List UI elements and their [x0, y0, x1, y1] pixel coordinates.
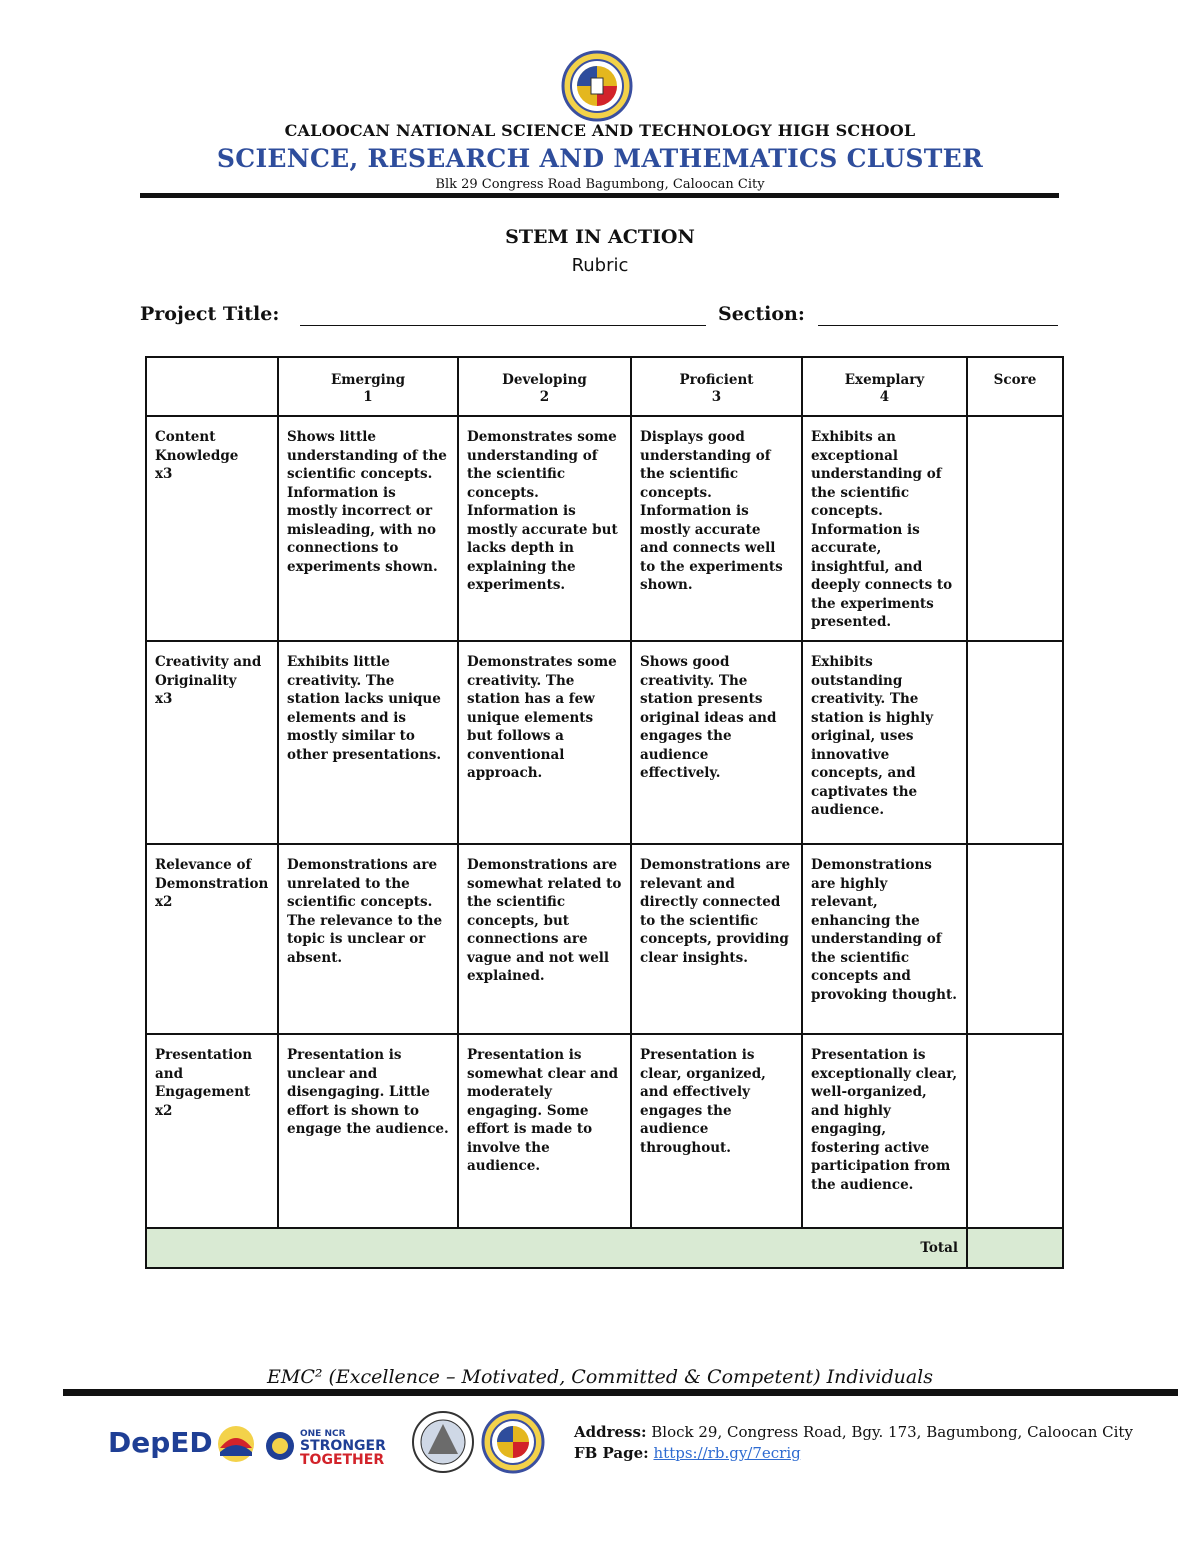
rubric-row [146, 641, 1063, 844]
criterion-cell [146, 844, 278, 1034]
level-descriptor: Shows good creativity. The station presents original ideas and engages the audience effectively. [631, 641, 802, 844]
criterion-name: Content Knowledge [155, 429, 239, 464]
school-seal-logo [561, 50, 633, 122]
address-label: Address: [574, 1423, 647, 1441]
together-logo-text: TOGETHER [300, 1452, 385, 1468]
stronger-logo-text: STRONGER [300, 1438, 386, 1454]
one-ncr-logo-text: ONE NCR [300, 1429, 346, 1439]
rubric-header-row [146, 357, 1063, 416]
criterion-weight: x3 [155, 691, 173, 707]
rubric-row [146, 1034, 1063, 1228]
criterion-weight: x2 [155, 1102, 173, 1119]
level-descriptor: Shows little understanding of the scientific concepts. Information is mostly incorrect or misleading, with no connections to experiments shown. [278, 416, 458, 641]
level-descriptor: Demonstrates some creativity. The station has a few unique elements but follows a conventional approach. [458, 641, 631, 844]
rubric-table [145, 356, 1064, 1269]
level-name: Emerging [330, 372, 406, 388]
school-address: Blk 29 Congress Road Bagumbong, Caloocan City [435, 177, 765, 192]
level-descriptor: Demonstrations are somewhat related to the scientific concepts, but connections are vague and not well explained. [458, 844, 631, 1034]
city-seal-icon [413, 1412, 473, 1472]
header-level-3 [631, 357, 802, 416]
total-score-cell[interactable] [967, 1228, 1063, 1268]
level-number: 2 [539, 389, 550, 405]
header-divider [140, 193, 1059, 198]
school-motto: EMC² (Excellence – Motivated, Committed & Competent) Individuals [267, 1366, 933, 1388]
level-descriptor: Presentation is exceptionally clear, well-organized, and highly engaging, fostering active participation from the audience. [802, 1034, 967, 1228]
score-cell[interactable] [967, 416, 1063, 641]
footer-fb-page [574, 1444, 801, 1462]
level-descriptor: Demonstrates some understanding of the scientific concepts. Information is mostly accurate but lacks depth in explaining the experiments. [458, 416, 631, 641]
partner-logos-strip [108, 1408, 558, 1474]
level-descriptor: Demonstrations are highly relevant, enhancing the understanding of the scientific concepts and provoking thought. [802, 844, 967, 1034]
header-corner-cell [146, 357, 278, 416]
header-level-2 [458, 357, 631, 416]
total-row [146, 1228, 1063, 1268]
document-subtitle: Rubric [571, 255, 629, 276]
rubric-row [146, 844, 1063, 1034]
level-descriptor: Presentation is somewhat clear and moderately engaging. Some effort is made to involve the audience. [458, 1034, 631, 1228]
project-title-blank [300, 325, 706, 326]
criterion-cell [146, 1034, 278, 1228]
document-title: STEM IN ACTION [505, 226, 695, 248]
score-cell[interactable] [967, 844, 1063, 1034]
level-descriptor: Exhibits outstanding creativity. The station is highly original, uses innovative concepts, and captivates the audience. [802, 641, 967, 844]
level-descriptor: Demonstrations are relevant and directly connected to the scientific concepts, providing clear insights. [631, 844, 802, 1034]
criterion-name: Relevance of Demonstration [155, 857, 269, 892]
criterion-weight: x3 [155, 466, 173, 482]
score-cell[interactable] [967, 641, 1063, 844]
criterion-cell [146, 641, 278, 844]
level-descriptor: Exhibits an exceptional understanding of the scientific concepts. Information is accurate, insightful, and deeply connects to the experiments presented. [802, 416, 967, 641]
criterion-cell [146, 416, 278, 641]
deped-ncr-seal-icon [266, 1432, 294, 1460]
header-level-1 [278, 357, 458, 416]
criterion-weight: x2 [155, 894, 173, 910]
score-cell[interactable] [967, 1034, 1063, 1228]
score-header-label: Score [993, 372, 1037, 388]
fb-page-link[interactable]: https://rb.gy/7ecrig [653, 1444, 801, 1462]
footer-divider [63, 1389, 1178, 1396]
criterion-name: Presentation and Engagement [155, 1047, 253, 1100]
bagong-pilipinas-logo [218, 1426, 254, 1462]
level-number: 4 [879, 389, 890, 405]
level-number: 1 [363, 389, 373, 405]
level-name: Developing [502, 372, 587, 388]
criterion-name: Creativity and Originality [155, 654, 262, 689]
cluster-name: SCIENCE, RESEARCH AND MATHEMATICS CLUSTER [216, 144, 984, 173]
level-descriptor: Demonstrations are unrelated to the scientific concepts. The relevance to the topic is unclear or absent. [278, 844, 458, 1034]
header-score [967, 357, 1063, 416]
level-number: 3 [711, 389, 722, 405]
level-descriptor: Presentation is clear, organized, and effectively engages the audience throughout. [631, 1034, 802, 1228]
section-blank [818, 325, 1058, 326]
level-descriptor: Exhibits little creativity. The station lacks unique elements and is mostly similar to other presentations. [278, 641, 458, 844]
total-label: Total [146, 1228, 967, 1268]
level-name: Proficient [679, 372, 754, 388]
level-descriptor: Displays good understanding of the scientific concepts. Information is mostly accurate and connects well to the experiments shown. [631, 416, 802, 641]
deped-logo-text: DepED [108, 1426, 213, 1459]
school-seal-small-icon [483, 1412, 543, 1472]
project-title-label: Project Title: [140, 303, 280, 325]
address-value: Block 29, Congress Road, Bgy. 173, Bagumbong, Caloocan City [651, 1423, 1133, 1441]
level-name: Exemplary [844, 372, 925, 388]
fb-label: FB Page: [574, 1444, 649, 1462]
level-descriptor: Presentation is unclear and disengaging. Little effort is shown to engage the audience. [278, 1034, 458, 1228]
rubric-row [146, 416, 1063, 641]
school-name: CALOOCAN NATIONAL SCIENCE AND TECHNOLOGY HIGH SCHOOL [284, 121, 916, 140]
header-level-4 [802, 357, 967, 416]
footer-address [574, 1423, 1133, 1441]
section-label: Section: [718, 303, 805, 325]
